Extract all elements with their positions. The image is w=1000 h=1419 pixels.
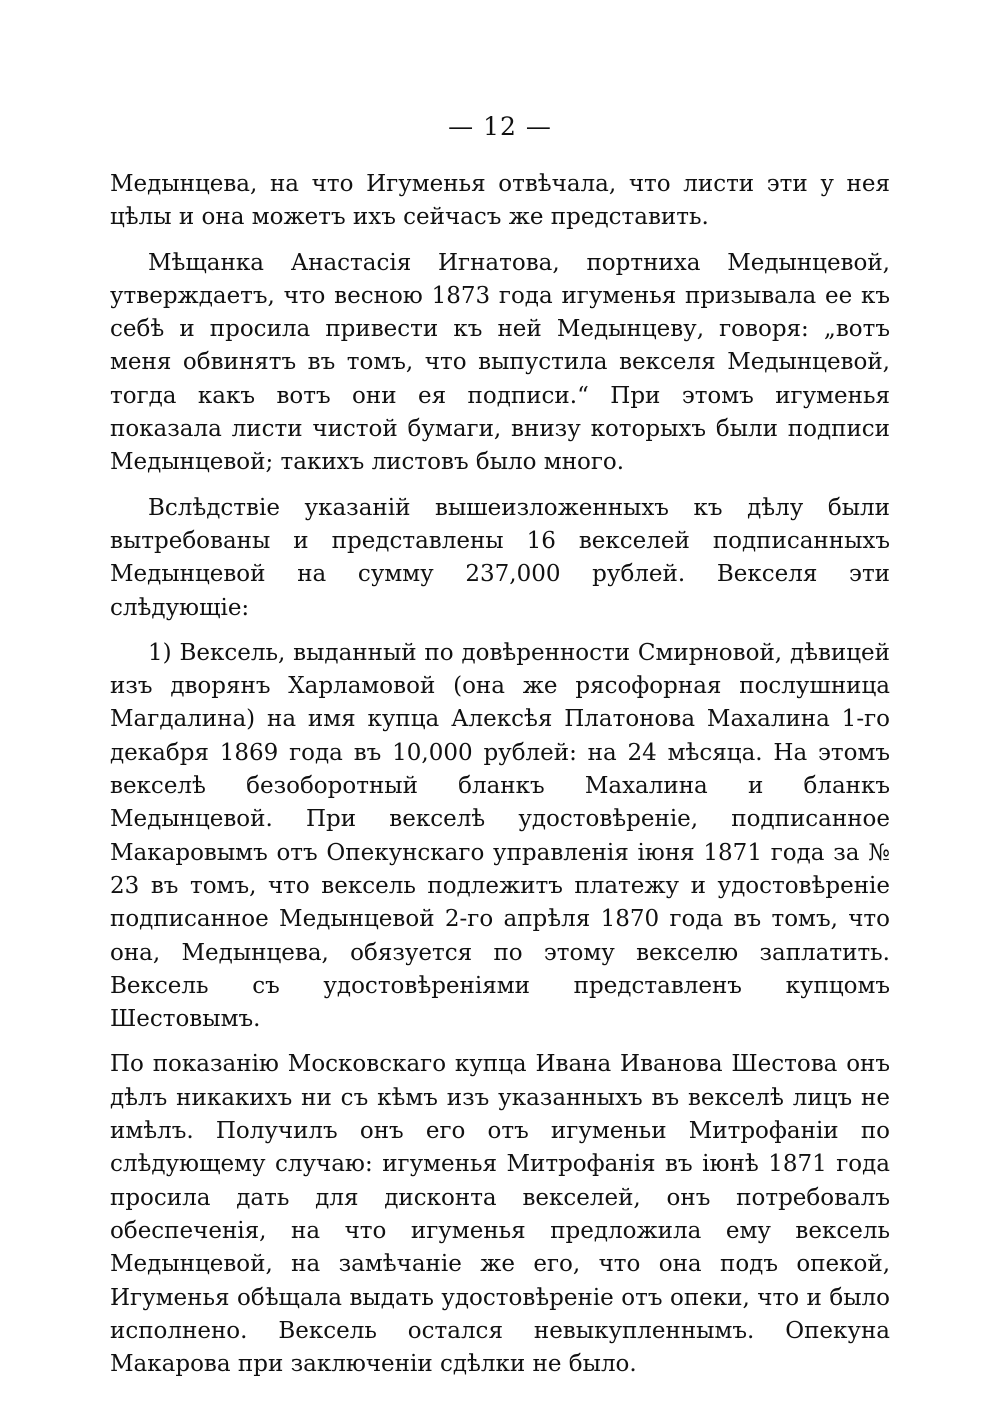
body-text — [110, 168, 890, 1393]
paragraph-bill-1: 1) Вексель, выданный по довѣренности Смирновой, дѣвицей изъ дворянъ Харламовой (она же рясофорная послушница Магдалина) на имя купца Алексѣя Платонова Махалина 1-го декабря 1869 года въ 10,000 рублей: на 24 мѣсяца. На этомъ векселѣ безоборотный бланкъ Махалина и бланкъ Медынцевой. При векселѣ удостовѣреніе, подписанное Макаровымъ отъ Опекунскаго управленія іюня 1871 года за № 23 въ томъ, что вексель подлежитъ платежу и удостовѣреніе подписанное Медынцевой 2-го апрѣля 1870 года въ томъ, что она, Медынцева, обязуется по этому векселю заплатить. Вексель съ удостовѣреніями представленъ купцомъ Шестовымъ. — [110, 639, 890, 1033]
paragraph-bills-summary: Вслѣдствіе указаній вышеизложенныхъ къ дѣлу были вытребованы и представлены 16 векселей подписанныхъ Медынцевой на сумму 237,000 рублей. Векселя эти слѣдующіе: — [110, 494, 890, 621]
paragraph-continuation: Медынцева, на что Игуменья отвѣчала, что листи эти у нея цѣлы и она можетъ ихъ сейчасъ же представить. — [110, 171, 890, 231]
paragraph-shestov-testimony: По показанію Московскаго купца Ивана Иванова Шестова онъ дѣлъ никакихъ ни съ кѣмъ изъ указанныхъ въ векселѣ лицъ не имѣлъ. Получилъ онъ его отъ игуменьи Митрофаніи по слѣдующему случаю: игуменья Митрофанія въ іюнѣ 1871 года просила дать для дисконта векселей, онъ потребовалъ обеспеченія, на что игуменья предложила ему вексель Медынцевой, на замѣчаніе же его, что она подъ опекой, Игуменья обѣщала выдать удостовѣреніе отъ опеки, что и было исполнено. Вексель остался невыкупленнымъ. Опекуна Макарова при заключеніи сдѣлки не было. — [110, 1051, 890, 1378]
page-number: — 12 — — [448, 112, 552, 141]
paragraph-ignatova-testimony: Мѣщанка Анастасія Игнатова, портниха Медынцевой, утверждаетъ, что весною 1873 года игуменья призывала ее къ себѣ и просила привести къ ней Медынцеву, говоря: „вотъ меня обвинятъ въ томъ, что выпустила векселя Медынцевой, тогда какъ вотъ они ея подписи.“ При этомъ игуменья показала листи чистой бумаги, внизу которыхъ были подписи Медынцевой; такихъ листовъ было много. — [110, 249, 890, 476]
